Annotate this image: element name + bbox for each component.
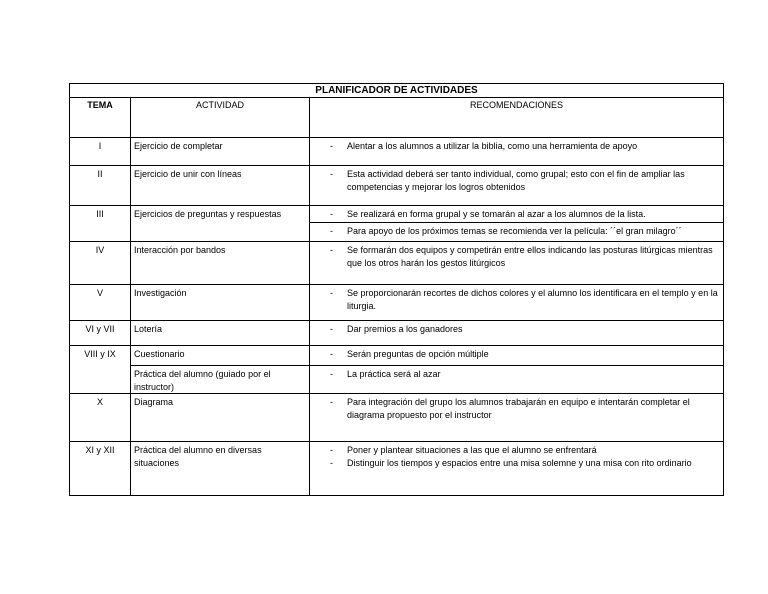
recomendaciones-cell (310, 223, 724, 242)
bullet-dash: - (330, 141, 333, 151)
actividad-cell: Investigación (131, 285, 310, 321)
actividad-cell: Ejercicio de completar (131, 138, 310, 166)
recommendation-item (330, 348, 719, 361)
actividad-cell: Lotería (131, 321, 310, 346)
table-row (70, 242, 724, 285)
bullet-dash: - (330, 369, 333, 379)
table-row (70, 394, 724, 442)
actividad-cell: Cuestionario (131, 346, 310, 366)
bullet-dash: - (330, 226, 333, 236)
recommendation-text: Se formarán dos equipos y competirán entre ellos indicando las posturas litúrgicas mientras que los otros harán los gestos litúrgicos (347, 245, 713, 268)
table-row (70, 366, 724, 394)
table-row (70, 166, 724, 206)
tema-cell: X (70, 394, 131, 442)
recommendation-item (330, 208, 719, 221)
recommendation-text: Se realizará en forma grupal y se tomarán al azar a los alumnos de la lista. (347, 209, 646, 219)
recommendation-item (330, 444, 719, 457)
recommendation-text: Serán preguntas de opción múltiple (347, 349, 489, 359)
header-row (70, 98, 724, 138)
actividad-cell: Práctica del alumno en diversas situaciones (131, 442, 310, 496)
actividad-cell: Ejercicio de unir con líneas (131, 166, 310, 206)
table-row (70, 346, 724, 366)
actividad-cell: Diagrama (131, 394, 310, 442)
recommendation-item (330, 368, 719, 381)
actividad-cell: Ejercicios de preguntas y respuestas (131, 206, 310, 242)
table-title: PLANIFICADOR DE ACTIVIDADES (70, 84, 724, 98)
actividad-cell: Interacción por bandos (131, 242, 310, 285)
recommendation-text: Para apoyo de los próximos temas se recomienda ver la película: ´´el gran milagro´´ (347, 226, 682, 236)
tema-cell: VI y VII (70, 321, 131, 346)
recommendation-item (330, 225, 719, 238)
tema-cell: I (70, 138, 131, 166)
tema-cell: II (70, 166, 131, 206)
bullet-dash: - (330, 445, 333, 455)
table-row (70, 442, 724, 496)
tema-cell: III (70, 206, 131, 242)
recommendation-text: La práctica será al azar (347, 369, 441, 379)
recommendation-item (330, 168, 719, 193)
header-actividad: ACTIVIDAD (131, 98, 310, 138)
title-row (70, 84, 724, 98)
bullet-dash: - (330, 245, 333, 255)
recommendation-text: Para integración del grupo los alumnos trabajarán en equipo e intentarán completar el diagrama propuesto por el instructor (347, 397, 690, 420)
tema-cell: VIII y IX (70, 346, 131, 394)
recomendaciones-cell (310, 206, 724, 223)
header-recomendaciones: RECOMENDACIONES (310, 98, 724, 138)
recommendation-text: Alentar a los alumnos a utilizar la biblia, como una herramienta de apoyo (347, 141, 638, 151)
recommendation-text: Poner y plantear situaciones a las que el alumno se enfrentará (347, 445, 597, 455)
recommendation-item (330, 396, 719, 421)
activity-planner-table (69, 83, 724, 496)
recommendation-item (330, 140, 719, 153)
tema-cell: IV (70, 242, 131, 285)
recomendaciones-cell (310, 394, 724, 442)
table-row (70, 321, 724, 346)
bullet-dash: - (330, 169, 333, 179)
recommendation-text: Dar premios a los ganadores (347, 324, 463, 334)
actividad-cell: Práctica del alumno (guiado por el instructor) (131, 366, 310, 394)
recommendation-text: Esta actividad deberá ser tanto individual, como grupal; esto con el fin de ampliar las competencias y mejorar los logros obtenidos (347, 169, 685, 192)
tema-cell: V (70, 285, 131, 321)
recomendaciones-cell (310, 346, 724, 366)
recomendaciones-cell (310, 442, 724, 496)
bullet-dash: - (330, 457, 333, 468)
tema-cell: XI y XII (70, 442, 131, 496)
bullet-dash: - (330, 324, 333, 334)
bullet-dash: - (330, 349, 333, 359)
recomendaciones-cell (310, 242, 724, 285)
recommendation-item (330, 287, 719, 312)
recomendaciones-cell (310, 321, 724, 346)
recomendaciones-cell (310, 285, 724, 321)
bullet-dash: - (330, 209, 333, 219)
recommendation-item (330, 323, 719, 336)
recommendation-item (330, 244, 719, 269)
bullet-dash: - (330, 397, 333, 407)
recomendaciones-cell (310, 366, 724, 394)
table-row (70, 206, 724, 223)
table-row (70, 138, 724, 166)
recommendation-item (330, 457, 719, 470)
recommendation-text: Distinguir los tiempos y espacios entre una misa solemne y una misa con rito ordinario (347, 457, 692, 468)
table-row (70, 285, 724, 321)
recomendaciones-cell (310, 138, 724, 166)
header-tema: TEMA (70, 98, 131, 138)
bullet-dash: - (330, 288, 333, 298)
recomendaciones-cell (310, 166, 724, 206)
recommendation-text: Se proporcionarán recortes de dichos colores y el alumno los identificara en el templo y en la liturgia. (347, 288, 718, 311)
